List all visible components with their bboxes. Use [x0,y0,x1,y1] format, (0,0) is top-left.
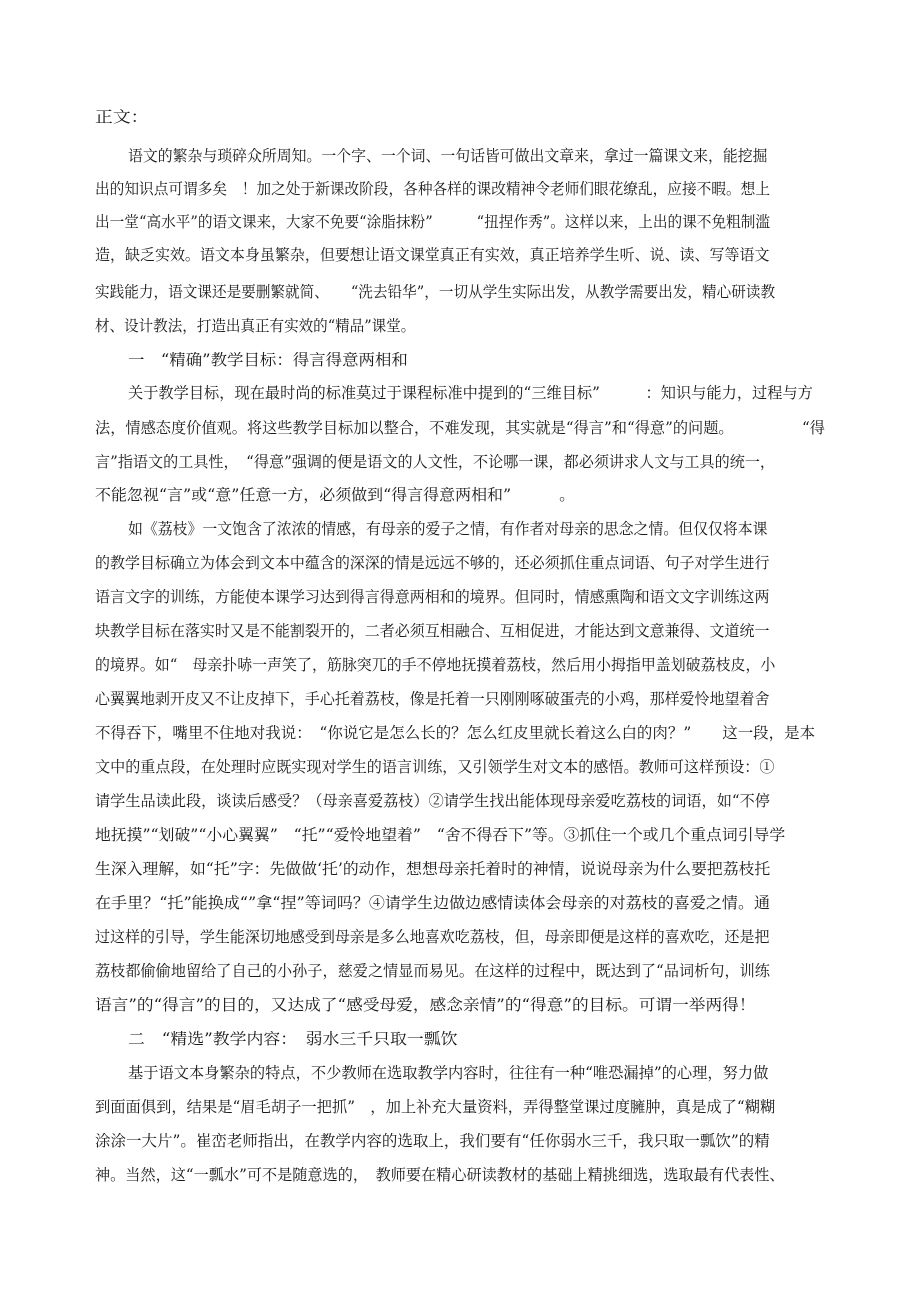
paragraph-goals-line-1: 关于教学目标，现在最时尚的标准莫过于课程标准中提到的“三维目标” ：知识与能力，过程与方 [128,384,813,402]
paragraph-goals-line-3: 言”指语文的工具性， “得意”强调的便是语文的人文性，不论哪一课，都必须讲求人文与工具的统一， [95,453,776,471]
paragraph-lizhi-line-5: 的境界。如“ 母亲扑哧一声笑了，筋脉突兀的手不停地抚摸着荔枝，然后用小拇指甲盖划破荔枝皮，小 [95,656,776,674]
paragraph-content-line-4: 神。当然，这“一瓢水”可不是随意选的， 教师要在精心研读教材的基础上精挑细选，选取最有代表性、 [95,1166,785,1184]
paragraph-goals-line-2: 法，情感态度价值观。将这些教学目标加以整合，不难发现，其实就是“得言”和“得意”的问题。 “得 [95,419,825,437]
paragraph-lizhi-line-1: 如《荔枝》一文饱含了浓浓的情感，有母亲的爱子之情，有作者对母亲的思念之情。但仅仅将本课 [128,520,768,538]
paragraph-lizhi-line-7: 不得吞下，嘴里不住地对我说： “你说它是怎么长的？怎么红皮里就长着这么白的肉？” 这一段，是本 [95,724,816,742]
paragraph-lizhi-line-12: 在手里？“托”能换成“”拿“捏”等词吗？④请学生边做边感情读体会母亲的对荔枝的喜爱之情。通 [95,894,771,912]
paragraph-lizhi-line-11: 生深入理解，如“托”字：先做做‘托’的动作，想想母亲托着时的神情，说说母亲为什么要把荔枝托 [95,860,771,878]
paragraph-lizhi-line-15: 语言”的“得言”的目的，又达成了“感受母爱，感念亲情”的“得意”的目标。可谓一举两得！ [95,996,756,1014]
paragraph-intro-line-5: 实践能力，语文课还是要删繁就简、 “洗去铅华”，一切从学生实际出发，从教学需要出发，精心研读教 [95,283,776,301]
paragraph-lizhi-line-2: 的教学目标确立为体会到文本中蕴含的深深的情是远远不够的，还必须抓住重点词语、句子对学生进行 [95,554,770,572]
paragraph-intro-line-1: 语文的繁杂与琐碎众所周知。一个字、一个词、一句话皆可做出文章来，拿过一篇课文来，能挖掘 [128,147,768,165]
paragraph-lizhi-line-3: 语言文字的训练，方能使本课学习达到得言得意两相和的境界。但同时，情感熏陶和语文文字训练这两 [95,588,770,606]
paragraph-intro-line-4: 造，缺乏实效。语文本身虽繁杂，但要想让语文课堂真正有实效，真正培养学生听、说、读、写等语文 [95,246,770,264]
paragraph-content-line-2: 到面面俱到，结果是“眉毛胡子一把抓” ，加上补充大量资料，弄得整堂课过度臃肿，真是成了“糊糊 [95,1098,776,1116]
paragraph-goals-line-4: 不能忽视“言”或“意”任意一方，必须做到“得言得意两相和” 。 [95,486,576,504]
paragraph-lizhi-line-13: 过这样的引导，学生能深切地感受到母亲是多么地喜欢吃荔枝，但，母亲即便是这样的喜欢吃，还是把 [95,928,770,946]
paragraph-intro-line-6: 材、设计教法，打造出真正有实效的“精品”课堂。 [95,317,416,335]
section-heading-1: 一 “精确”教学目标：得言得意两相和 [128,351,408,369]
paragraph-lizhi-line-6: 心翼翼地剥开皮又不让皮掉下，手心托着荔枝，像是托着一只刚刚啄破蛋壳的小鸡，那样爱怜地望着舍 [95,690,770,708]
paragraph-content-line-1: 基于语文本身繁杂的特点，不少教师在选取教学内容时，往往有一种“唯恐漏掉”的心理，努力做 [128,1064,769,1082]
paragraph-intro-line-2: 出的知识点可谓多矣 ！加之处于新课改阶段，各种各样的课改精神令老师们眼花缭乱，应接不暇。想上 [95,180,771,198]
paragraph-lizhi-line-8: 文中的重点段，在处理时应既实现对学生的语言训练，又引领学生对文本的感悟。教师可这样预设：① [95,758,775,776]
paragraph-intro-line-3: 出一堂“高水平”的语文课来，大家不免要“涂脂抹粉” “扭捏作秀”。这样以来，上出的课不免粗制滥 [95,213,771,231]
label-zhengwen: 正文： [95,108,149,126]
paragraph-lizhi-line-9: 请学生品读此段，谈读后感受？（母亲喜爱荔枝）②请学生找出能体现母亲爱吃荔枝的词语，如“不停 [95,792,770,810]
paragraph-content-line-3: 涂涂一大片”。崔峦老师指出，在教学内容的选取上，我们要有“任你弱水三千，我只取一瓢饮”的精 [95,1132,770,1150]
section-heading-2: 二 “精选”教学内容： 弱水三千只取一瓢饮 [128,1030,458,1048]
paragraph-lizhi-line-4: 块教学目标在落实时又是不能割裂开的，二者必须互相融合、互相促进，才能达到文意兼得、文道统一 [95,622,770,640]
paragraph-lizhi-line-14: 荔枝都偷偷地留给了自己的小孙子，慈爱之情显而易见。在这样的过程中，既达到了“品词析句，训练 [95,962,770,980]
paragraph-lizhi-line-10: 地抚摸”“划破”“小心翼翼” “托”“爱怜地望着” “舍不得吞下”等。③抓住一个或几个重点词引导学 [95,826,786,844]
